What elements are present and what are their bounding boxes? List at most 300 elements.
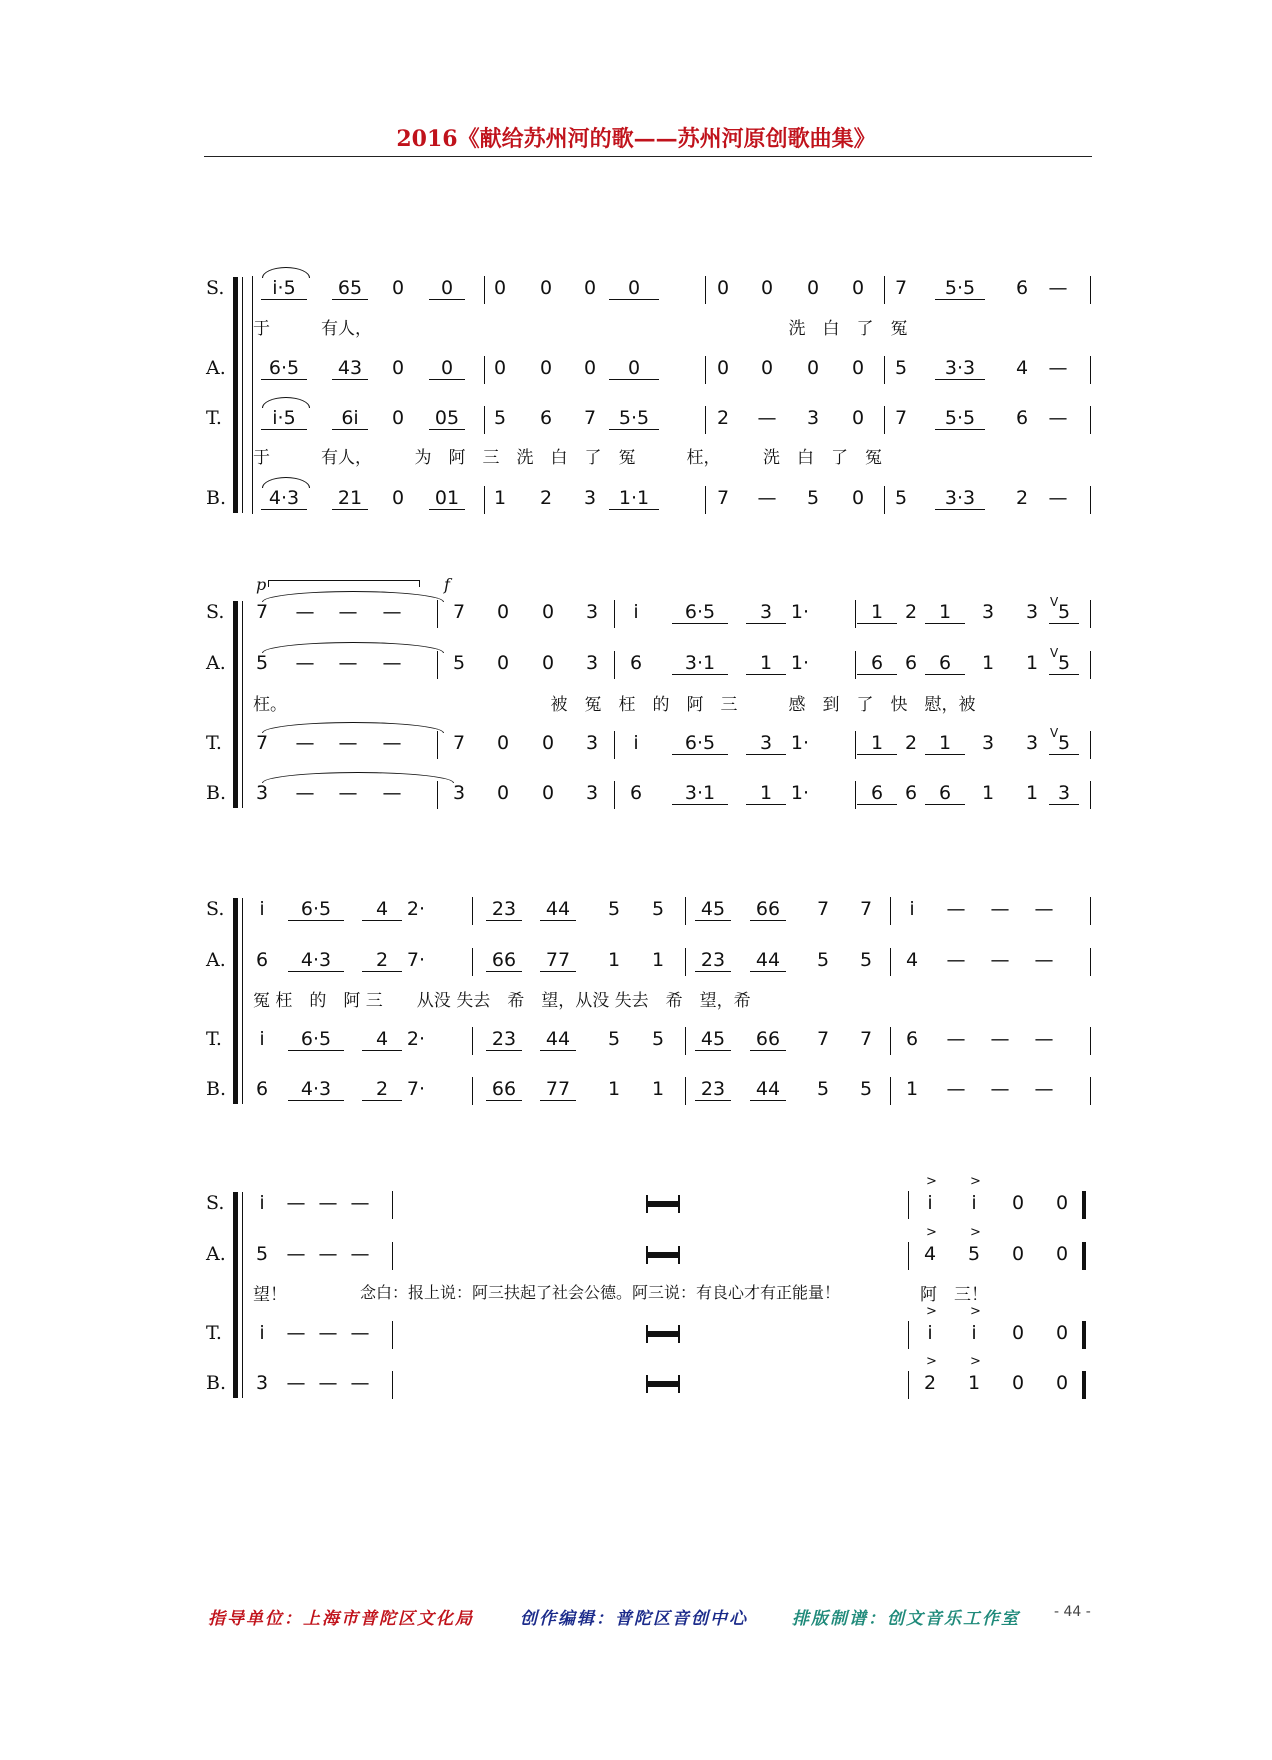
- note: 2: [904, 601, 918, 623]
- accent-mark: >: [970, 1304, 981, 1319]
- barline: [614, 781, 615, 809]
- note: 1: [857, 601, 897, 624]
- note: 0: [1011, 1372, 1025, 1394]
- accent-mark: >: [926, 1354, 937, 1369]
- note: 5: [255, 1243, 269, 1265]
- barline: [1090, 1077, 1091, 1105]
- note: 1: [746, 782, 786, 805]
- note: 4·3: [261, 487, 307, 510]
- note: 1: [925, 732, 965, 755]
- note: —: [318, 1243, 338, 1265]
- note: 6: [1015, 277, 1029, 299]
- voice-label: B.: [206, 782, 227, 804]
- note: 0: [760, 357, 774, 379]
- note: 1: [981, 782, 995, 804]
- voice-label: T.: [206, 1028, 222, 1050]
- voice-label: S.: [206, 601, 225, 623]
- note: 43: [332, 357, 368, 380]
- note: —: [295, 652, 315, 674]
- header-title: 2016《献给苏州河的歌——苏州河原创歌曲集》: [396, 126, 876, 152]
- system-brace: [233, 601, 238, 808]
- barline: [890, 948, 891, 976]
- note: 5: [651, 1028, 665, 1050]
- note: 6·5: [672, 601, 728, 624]
- barline: [685, 1077, 686, 1105]
- note: 5: [967, 1243, 981, 1265]
- note: 0: [541, 601, 555, 623]
- note: —: [350, 1372, 370, 1394]
- note: 6: [905, 1028, 919, 1050]
- note: 1·1: [609, 487, 659, 510]
- barline: [484, 486, 485, 514]
- note: 2: [1015, 487, 1029, 509]
- system-brace-thin: [242, 601, 243, 808]
- note: 3: [583, 487, 597, 509]
- note: —: [382, 782, 402, 804]
- accent-mark: >: [970, 1354, 981, 1369]
- note: 7: [452, 601, 466, 623]
- barline: [1090, 276, 1091, 304]
- note: 05: [429, 407, 465, 430]
- voice-label: T.: [206, 1322, 222, 1344]
- barline: [855, 781, 856, 809]
- note: 7: [255, 732, 269, 754]
- barline: [705, 356, 706, 384]
- note: 5: [806, 487, 820, 509]
- note: 2: [362, 949, 402, 972]
- note: —: [990, 949, 1010, 971]
- barline: [437, 600, 438, 628]
- note: 0: [391, 487, 405, 509]
- barline: [890, 897, 891, 925]
- note: —: [382, 652, 402, 674]
- note: 5: [816, 949, 830, 971]
- note: i: [259, 1192, 265, 1214]
- note: 6: [539, 407, 553, 429]
- note: 5·5: [935, 407, 985, 430]
- note: 1: [905, 1078, 919, 1100]
- note: 7: [716, 487, 730, 509]
- note: —: [946, 1078, 966, 1100]
- final-barline: [1082, 1191, 1086, 1219]
- barline: [472, 1077, 473, 1105]
- note: 1: [967, 1372, 981, 1394]
- note: 7: [894, 407, 908, 429]
- voice-label: A.: [206, 652, 226, 674]
- note: 3: [255, 1372, 269, 1394]
- barline: [1090, 948, 1091, 976]
- barline: [472, 948, 473, 976]
- barline: [1090, 1027, 1091, 1055]
- note: —: [1048, 357, 1068, 379]
- note: 66: [486, 1078, 522, 1101]
- note: 4: [362, 898, 402, 921]
- note: i: [259, 898, 265, 920]
- note: —: [1034, 1028, 1054, 1050]
- voice-label: T.: [206, 732, 222, 754]
- final-barline: [1082, 1242, 1086, 1270]
- note: 5: [894, 487, 908, 509]
- note: 6: [925, 652, 965, 675]
- barline: [685, 1027, 686, 1055]
- note: 5: [1049, 652, 1079, 675]
- lyric-alto: 冤 枉 的 阿 三 从没 失去 希 望，从没 失去 希 望，希: [253, 991, 751, 1011]
- note: 6i: [332, 407, 368, 430]
- voice-label: S.: [206, 277, 225, 299]
- note: —: [295, 782, 315, 804]
- note: 23: [695, 949, 731, 972]
- note: —: [295, 601, 315, 623]
- note: 1: [1025, 782, 1039, 804]
- note: 3·3: [935, 357, 985, 380]
- barline: [484, 406, 485, 434]
- note: 7: [255, 601, 269, 623]
- note: 0: [391, 407, 405, 429]
- note: i: [633, 732, 639, 754]
- note: 66: [750, 898, 786, 921]
- barline: [908, 1371, 909, 1399]
- system-brace: [233, 277, 238, 513]
- note: 21: [332, 487, 368, 510]
- note: —: [295, 732, 315, 754]
- note: 0: [583, 277, 597, 299]
- note: 0: [541, 732, 555, 754]
- note: —: [990, 1028, 1010, 1050]
- note: 5: [651, 898, 665, 920]
- multi-measure-rest: [646, 1252, 680, 1258]
- barline: [392, 1321, 393, 1349]
- final-barline: [1082, 1371, 1086, 1399]
- tie: [262, 772, 454, 783]
- barline: [1090, 897, 1091, 925]
- note: 5: [607, 1028, 621, 1050]
- crescendo: [268, 580, 420, 587]
- note: —: [757, 407, 777, 429]
- note: —: [350, 1243, 370, 1265]
- note: 3: [1025, 601, 1039, 623]
- note: i: [927, 1192, 933, 1214]
- note: —: [338, 732, 358, 754]
- note: 2: [539, 487, 553, 509]
- note: 1: [981, 652, 995, 674]
- note: 3: [746, 601, 786, 624]
- barline: [884, 486, 885, 514]
- note: 6: [629, 782, 643, 804]
- note: 0: [716, 357, 730, 379]
- note: 0: [1055, 1372, 1069, 1394]
- barline: [1090, 781, 1091, 809]
- accent-mark: >: [926, 1174, 937, 1189]
- barline: [705, 486, 706, 514]
- note: 0: [541, 652, 555, 674]
- note: i·5: [261, 277, 307, 300]
- note: —: [350, 1192, 370, 1214]
- note: —: [318, 1372, 338, 1394]
- note: 1·: [790, 782, 810, 804]
- barline: [437, 781, 438, 809]
- note: 6: [629, 652, 643, 674]
- note: 77: [540, 1078, 576, 1101]
- note: 7·: [406, 949, 426, 971]
- note: 0: [609, 357, 659, 380]
- note: —: [1048, 487, 1068, 509]
- note: 3: [255, 782, 269, 804]
- note: 6·5: [288, 1028, 344, 1051]
- tie: [262, 267, 310, 278]
- note: 77: [540, 949, 576, 972]
- barline: [908, 1191, 909, 1219]
- barline: [884, 406, 885, 434]
- note: 0: [496, 652, 510, 674]
- lyric-tenor: 于 有人， 为 阿 三 洗 白 了 冤 枉， 洗 白 了 冤: [253, 448, 882, 468]
- note: 1·: [790, 601, 810, 623]
- barline: [908, 1242, 909, 1270]
- footer-page: - 44 -: [1054, 1604, 1091, 1620]
- barline: [705, 406, 706, 434]
- note: 6: [925, 782, 965, 805]
- note: 0: [429, 357, 465, 380]
- barline: [884, 276, 885, 304]
- note: 4: [905, 949, 919, 971]
- accent-mark: >: [926, 1225, 937, 1240]
- note: 7·: [406, 1078, 426, 1100]
- note: 0: [851, 357, 865, 379]
- note: 0: [493, 357, 507, 379]
- note: 2: [362, 1078, 402, 1101]
- note: i: [909, 898, 915, 920]
- note: 0: [541, 782, 555, 804]
- note: 3·3: [935, 487, 985, 510]
- dynamic-piano: p: [256, 575, 267, 594]
- note: 5: [859, 1078, 873, 1100]
- note: 1: [607, 1078, 621, 1100]
- note: 0: [583, 357, 597, 379]
- voice-label: B.: [206, 487, 227, 509]
- note: 0: [539, 357, 553, 379]
- note: 3: [1049, 782, 1079, 805]
- note: —: [286, 1192, 306, 1214]
- note: 0: [391, 277, 405, 299]
- note: 0: [496, 732, 510, 754]
- note: 23: [486, 898, 522, 921]
- note: —: [757, 487, 777, 509]
- note: 4: [1015, 357, 1029, 379]
- note: —: [1048, 277, 1068, 299]
- note: 4: [362, 1028, 402, 1051]
- note: —: [338, 782, 358, 804]
- note: —: [946, 949, 966, 971]
- note: i: [927, 1322, 933, 1344]
- final-barline: [1082, 1321, 1086, 1349]
- lyric-alto-start: 望！: [253, 1285, 287, 1305]
- note: —: [382, 732, 402, 754]
- lyric-alto-speech: 念白：报上说：阿三扶起了社会公德。阿三说：有良心才有正能量！: [360, 1283, 841, 1302]
- note: —: [286, 1322, 306, 1344]
- lyric-soprano: 于 有人， 洗 白 了 冤: [253, 319, 908, 339]
- note: 0: [851, 487, 865, 509]
- note: 23: [695, 1078, 731, 1101]
- note: —: [382, 601, 402, 623]
- note: 0: [1011, 1192, 1025, 1214]
- lyric-alto-end: 阿 三！: [920, 1285, 988, 1305]
- barline-start: [252, 276, 253, 514]
- note: —: [990, 898, 1010, 920]
- note: i: [259, 1322, 265, 1344]
- system-brace: [233, 1192, 238, 1398]
- note: 66: [750, 1028, 786, 1051]
- note: —: [946, 898, 966, 920]
- note: 5: [607, 898, 621, 920]
- tie: [262, 397, 310, 408]
- barline: [392, 1371, 393, 1399]
- note: —: [946, 1028, 966, 1050]
- accent-mark: >: [926, 1304, 937, 1319]
- note: 6: [857, 652, 897, 675]
- note: 0: [496, 782, 510, 804]
- system-brace-thin: [242, 1192, 243, 1398]
- note: —: [1034, 898, 1054, 920]
- barline: [614, 731, 615, 759]
- tie: [262, 591, 444, 602]
- note: —: [1048, 407, 1068, 429]
- note: i: [633, 601, 639, 623]
- note: 4: [923, 1243, 937, 1265]
- note: 65: [332, 277, 368, 300]
- note: —: [1034, 949, 1054, 971]
- note: 44: [540, 898, 576, 921]
- barline: [437, 651, 438, 679]
- note: 7: [859, 1028, 873, 1050]
- barline: [614, 600, 615, 628]
- note: 0: [1011, 1322, 1025, 1344]
- note: 5: [894, 357, 908, 379]
- note: 44: [540, 1028, 576, 1051]
- note: 7: [859, 898, 873, 920]
- note: 1: [1025, 652, 1039, 674]
- barline: [472, 897, 473, 925]
- footer-guide: 指导单位：上海市普陀区文化局: [208, 1609, 474, 1629]
- note: 1: [651, 949, 665, 971]
- voice-label: S.: [206, 1192, 225, 1214]
- note: i·5: [261, 407, 307, 430]
- footer-typeset: 排版制谱：创文音乐工作室: [792, 1609, 1020, 1629]
- voice-label: A.: [206, 1243, 226, 1265]
- note: 3·1: [672, 652, 728, 675]
- note: 0: [429, 277, 465, 300]
- note: 6: [255, 949, 269, 971]
- barline: [392, 1191, 393, 1219]
- note: 1: [651, 1078, 665, 1100]
- note: 45: [695, 1028, 731, 1051]
- note: 7: [894, 277, 908, 299]
- footer-create: 创作编辑：普陀区音创中心: [520, 1609, 748, 1629]
- note: 6·5: [261, 357, 307, 380]
- note: 44: [750, 1078, 786, 1101]
- note: 7: [816, 1028, 830, 1050]
- voice-label: A.: [206, 949, 226, 971]
- note: 5: [816, 1078, 830, 1100]
- voice-label: B.: [206, 1078, 227, 1100]
- note: 1: [857, 732, 897, 755]
- note: 6·5: [672, 732, 728, 755]
- note: 6: [1015, 407, 1029, 429]
- note: 0: [1055, 1192, 1069, 1214]
- note: 2·: [406, 1028, 426, 1050]
- note: i: [259, 1028, 265, 1050]
- note: 0: [1055, 1243, 1069, 1265]
- breath-mark: V: [1050, 646, 1059, 660]
- barline: [884, 356, 885, 384]
- barline: [472, 1027, 473, 1055]
- note: 5: [859, 949, 873, 971]
- note: 0: [391, 357, 405, 379]
- note: 3: [452, 782, 466, 804]
- note: 5: [452, 652, 466, 674]
- note: 3: [585, 732, 599, 754]
- note: 0: [609, 277, 659, 300]
- note: 7: [583, 407, 597, 429]
- note: 6: [255, 1078, 269, 1100]
- barline: [484, 356, 485, 384]
- note: —: [1034, 1078, 1054, 1100]
- note: 45: [695, 898, 731, 921]
- tie: [262, 477, 310, 488]
- breath-mark: V: [1050, 595, 1059, 609]
- barline: [1090, 600, 1091, 628]
- voice-label: T.: [206, 407, 222, 429]
- note: 0: [1011, 1243, 1025, 1265]
- accent-mark: >: [970, 1174, 981, 1189]
- note: 1: [746, 652, 786, 675]
- note: 44: [750, 949, 786, 972]
- note: —: [318, 1322, 338, 1344]
- note: 23: [486, 1028, 522, 1051]
- note: 0: [496, 601, 510, 623]
- note: i: [971, 1192, 977, 1214]
- note: 3: [585, 652, 599, 674]
- note: 5·5: [935, 277, 985, 300]
- note: —: [318, 1192, 338, 1214]
- note: 3: [806, 407, 820, 429]
- barline: [1090, 356, 1091, 384]
- barline: [855, 600, 856, 628]
- note: —: [338, 652, 358, 674]
- note: 4·3: [288, 949, 344, 972]
- breath-mark: V: [1050, 726, 1059, 740]
- barline: [685, 948, 686, 976]
- barline: [1090, 406, 1091, 434]
- accent-mark: >: [970, 1225, 981, 1240]
- note: 0: [539, 277, 553, 299]
- multi-measure-rest: [646, 1331, 680, 1337]
- note: 66: [486, 949, 522, 972]
- note: 2: [923, 1372, 937, 1394]
- note: 7: [816, 898, 830, 920]
- barline: [614, 651, 615, 679]
- voice-label: B.: [206, 1372, 227, 1394]
- note: 7: [452, 732, 466, 754]
- note: 4·3: [288, 1078, 344, 1101]
- barline: [890, 1077, 891, 1105]
- note: 3: [981, 732, 995, 754]
- note: 3: [981, 601, 995, 623]
- note: 3·1: [672, 782, 728, 805]
- note: 6: [904, 652, 918, 674]
- voice-label: A.: [206, 357, 226, 379]
- note: 0: [851, 407, 865, 429]
- note: 01: [429, 487, 465, 510]
- multi-measure-rest: [646, 1201, 680, 1207]
